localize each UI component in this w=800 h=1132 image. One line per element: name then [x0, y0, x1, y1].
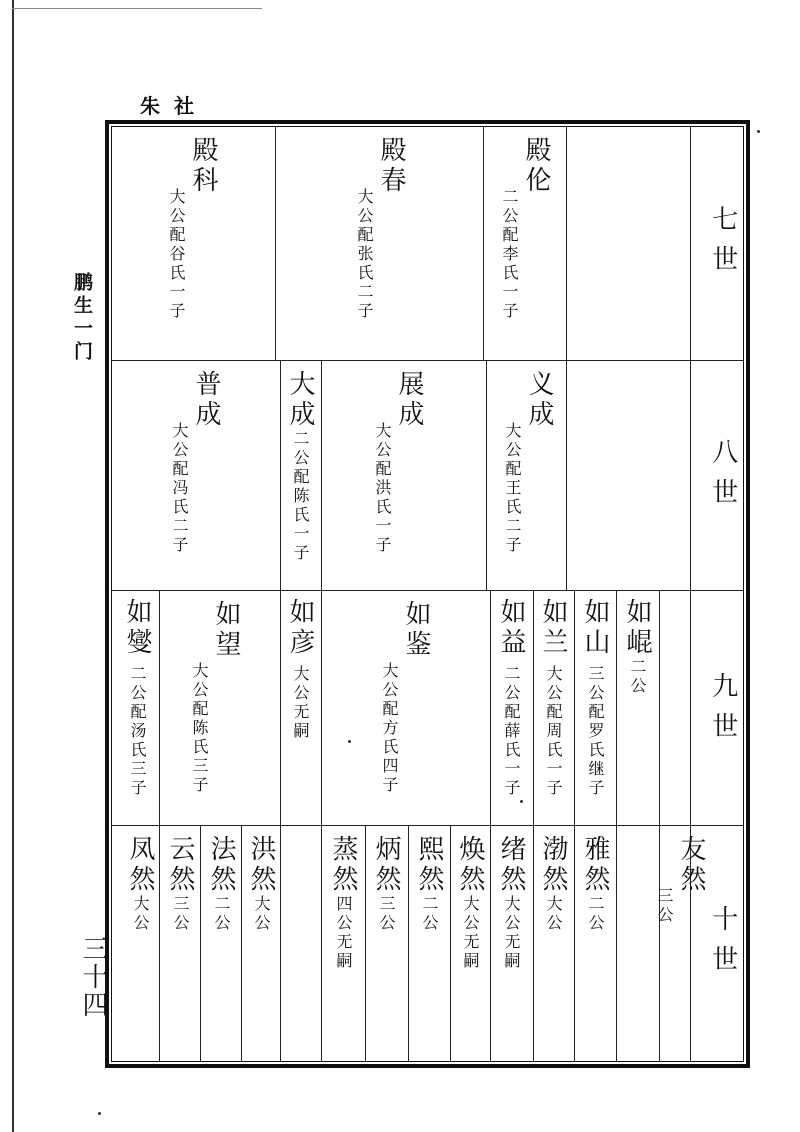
gen8-divider: [280, 360, 281, 590]
person-note: 四公无嗣: [334, 895, 353, 971]
person-note: 大公配方氏四子: [380, 662, 399, 795]
person-note: 大公: [252, 895, 271, 933]
person-name: 如鉴: [401, 600, 431, 660]
person-entry: [378, 895, 394, 933]
person-note: 大公配洪氏一子: [373, 422, 392, 555]
person-entry: [540, 598, 566, 658]
person-entry: [540, 835, 566, 895]
gen10-divider: [365, 825, 366, 1062]
gen9-divider: [490, 590, 491, 825]
row-divider-9-10: [111, 825, 744, 826]
person-note: 二公: [628, 658, 647, 696]
person-note: 大公配周氏一子: [544, 665, 563, 798]
gen10-divider: [490, 825, 491, 1062]
person-entry: [462, 895, 478, 971]
scan-speck: [757, 130, 760, 133]
person-note: 三公: [377, 895, 396, 933]
person-note: 二公配陈氏一子: [291, 430, 310, 563]
gen9-divider: [616, 590, 617, 825]
generation-label-10: 十世: [707, 905, 738, 985]
person-name: 如崐: [622, 598, 652, 658]
person-note: 二公: [212, 895, 231, 933]
gen10-divider: [574, 825, 575, 1062]
gen8-divider: [486, 360, 487, 590]
gen9-divider: [280, 590, 281, 825]
person-entry: [545, 895, 561, 933]
gen10-divider: [280, 825, 281, 1062]
person-note: 大公无嗣: [502, 895, 521, 971]
person-entry: [292, 430, 308, 563]
person-entry: [208, 835, 234, 895]
gen7-divider: [566, 126, 567, 360]
person-entry: [287, 370, 313, 430]
gen8-divider: [566, 360, 567, 590]
branch-side-label: 鹏生一门: [71, 272, 93, 364]
person-entry: [501, 136, 549, 321]
person-note: 二公配薛氏一子: [502, 665, 521, 798]
person-note: 二公配汤氏三子: [128, 665, 147, 798]
person-entry: [253, 895, 269, 933]
person-entry: [381, 600, 429, 795]
person-name: 大成: [285, 370, 315, 430]
gen9-divider: [159, 590, 160, 825]
person-entry: [504, 370, 552, 555]
person-name: 如燮: [122, 598, 152, 658]
person-note: 大公: [131, 895, 150, 933]
generation-label-9: 九世: [707, 672, 738, 752]
person-entry: [457, 835, 483, 895]
person-entry: [124, 598, 150, 658]
gen10-divider: [241, 825, 242, 1062]
row-divider-7-8: [111, 360, 744, 361]
person-entry: [498, 598, 524, 658]
person-name: 友然: [676, 835, 706, 895]
person-note: 大公配张氏二子: [355, 188, 374, 321]
person-entry: [292, 665, 308, 741]
person-name: 如望: [211, 600, 241, 660]
gen10-divider: [159, 825, 160, 1062]
scan-speck: [98, 1112, 101, 1115]
person-entry: [248, 835, 274, 895]
gen10-divider: [408, 825, 409, 1062]
person-entry: [545, 665, 561, 798]
gen9-divider: [533, 590, 534, 825]
person-entry: [373, 835, 399, 895]
person-entry: [503, 665, 519, 798]
person-entry: [191, 600, 239, 795]
person-entry: [330, 835, 356, 895]
person-entry: [171, 370, 219, 555]
person-note: 大公配陈氏三子: [190, 662, 209, 795]
person-note: 大公无嗣: [461, 895, 480, 971]
person-entry: [587, 665, 603, 798]
gen9-divider: [659, 590, 660, 825]
generation-label-8: 八世: [707, 438, 738, 518]
person-note: 三公: [655, 887, 674, 925]
scan-speck: [520, 800, 523, 803]
person-name: 殿科: [188, 136, 218, 196]
person-name: 洪然: [246, 835, 276, 895]
person-name: 法然: [206, 835, 236, 895]
person-name: 雅然: [580, 835, 610, 895]
person-note: 二公配李氏一子: [500, 188, 519, 321]
person-entry: [287, 598, 313, 658]
person-entry: [132, 895, 148, 933]
person-note: 大公配冯氏二子: [170, 422, 189, 555]
gen10-divider: [533, 825, 534, 1062]
person-entry: [587, 895, 603, 933]
person-entry: [629, 658, 645, 696]
person-name: 炳然: [371, 835, 401, 895]
generation-label-7: 七世: [707, 205, 738, 285]
gen9-divider: [574, 590, 575, 825]
person-name: 云然: [165, 835, 195, 895]
gen7-divider: [483, 126, 484, 360]
person-name: 展成: [394, 370, 424, 430]
person-note: 大公配王氏二子: [503, 422, 522, 555]
person-name: 焕然: [455, 835, 485, 895]
person-entry: [374, 370, 422, 555]
person-entry: [356, 136, 404, 321]
person-entry: [503, 895, 519, 971]
person-name: 殿春: [376, 136, 406, 196]
gen8-divider: [321, 360, 322, 590]
person-note: 大公无嗣: [291, 665, 310, 741]
person-name: 义成: [524, 370, 554, 430]
person-name: 如兰: [538, 598, 568, 658]
person-name: 绪然: [496, 835, 526, 895]
row-divider-8-9: [111, 590, 744, 591]
person-name: 普成: [191, 370, 221, 430]
person-note: 二公: [586, 895, 605, 933]
person-entry: [421, 895, 437, 933]
person-entry: [582, 598, 608, 658]
person-entry: [129, 665, 145, 798]
person-entry: [172, 895, 188, 933]
person-entry: [213, 895, 229, 933]
page-header-title: 朱社: [140, 94, 208, 118]
person-note: 三公: [171, 895, 190, 933]
gen10-divider: [616, 825, 617, 1062]
person-entry: [582, 835, 608, 895]
gen7-divider: [275, 126, 276, 360]
gen9-divider: [321, 590, 322, 825]
person-note: 大公: [544, 895, 563, 933]
person-note: 三公配罗氏继子: [586, 665, 605, 798]
top-rule: [12, 8, 262, 9]
gen10-divider: [200, 825, 201, 1062]
person-entry: [168, 136, 216, 321]
person-entry: [127, 835, 153, 895]
person-entry: [335, 895, 351, 971]
person-name: 如山: [580, 598, 610, 658]
gen10-divider: [450, 825, 451, 1062]
page-number: 三十四: [78, 935, 108, 1019]
person-entry: [167, 835, 193, 895]
person-name: 如彦: [285, 598, 315, 658]
person-entry: [624, 598, 650, 658]
person-name: 殿伦: [521, 136, 551, 196]
person-entry: [656, 835, 704, 925]
binding-line: [12, 0, 14, 1132]
person-name: 如益: [496, 598, 526, 658]
person-entry: [416, 835, 442, 895]
person-entry: [498, 835, 524, 895]
gen10-divider: [321, 825, 322, 1062]
person-name: 熙然: [414, 835, 444, 895]
person-name: 渤然: [538, 835, 568, 895]
person-note: 二公: [420, 895, 439, 933]
person-note: 大公配谷氏一子: [167, 188, 186, 321]
person-name: 凤然: [125, 835, 155, 895]
person-name: 蒸然: [328, 835, 358, 895]
scan-speck: [348, 740, 351, 743]
